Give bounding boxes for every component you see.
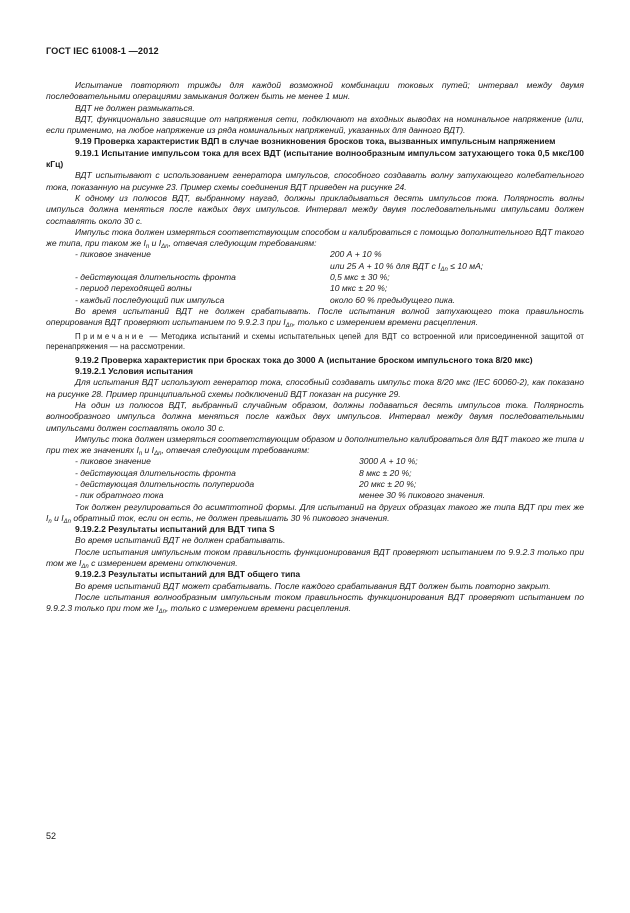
note-label: Примечание bbox=[75, 331, 146, 341]
paragraph-calibration: Импульс тока должен измеряться соответствующим способом и калиброваться с помощью дополнительного ВДТ такого же типа, при таком же $I_n$ и $I_{\Delta n}$, отвечая следующим требованиям: bbox=[46, 226, 584, 251]
heading-9-19: 9.19 Проверка характеристик ВДП в случае возникновения бросков тока, вызванных импульсным напряжением bbox=[75, 136, 556, 147]
document-header: ГОСТ IEC 61008-1 —2012 bbox=[46, 46, 159, 56]
requirement-row: - каждый последующий пик импульса около 60 % предыдущего пика. bbox=[75, 294, 456, 305]
heading-9-19-2: 9.19.2 Проверка характеристик при бросках тока до 3000 А (испытание броском импульсного тока 8/20 мкс) bbox=[75, 354, 533, 365]
requirement-row: или 25 А + 10 % для ВДТ с $I_{\Delta n} \le 10$ мА; bbox=[330, 260, 484, 273]
paragraph-ten-impulses-2: На один из полюсов ВДТ, выбранный случайным образом, должны подаваться десять импульсов тока. Полярность волнообразного импульса должна меняться после каждых двух импульсов. Интервал между двумя последовательными импульсами должен составлять около 30 с. bbox=[46, 399, 584, 433]
paragraph-no-trip: Во время испытаний ВДТ не должен срабатывать. После испытания волной затухающего тока правильность оперирования ВДТ проверяют испытанием по 9.9.2.3 при $I_{\Delta n}$, только с измерением времени расцепления. bbox=[46, 305, 584, 330]
requirement-row: - действующая длительность полупериода 20 мкс ± 20 %; bbox=[75, 478, 417, 489]
paragraph-test-repeat: Испытание повторяют трижды для каждой возможной комбинации токовых путей; интервал между двумя последовательными операциями замыкания должен быть не менее 1 мин. bbox=[46, 80, 584, 102]
paragraph-ten-impulses: К одному из полюсов ВДТ, выбранному наугад, должны прикладываться десять импульсов тока. Полярность волны импульса должна меняться после каждых двух импульсов. Интервал между двумя последовательными импульсами должен составлять около 30 с. bbox=[46, 192, 584, 226]
requirement-row: - период переходящей волны 10 мкс ± 20 %; bbox=[75, 283, 388, 294]
requirement-row: - пиковое значение 200 А + 10 % bbox=[75, 249, 382, 260]
paragraph-general-check: После испытания волнообразным импульсным током правильность функционирования ВДТ проверяют испытанием по 9.9.2.3 только при том же $I_{\Delta n}$, только с измерением времени расцепления. bbox=[46, 591, 584, 616]
requirements-list-2 bbox=[46, 456, 584, 501]
heading-9-19-2-2: 9.19.2.2 Результаты испытаний для ВДТ типа S bbox=[75, 524, 275, 535]
page-number: 52 bbox=[46, 831, 57, 841]
paragraph-generator: ВДТ испытывают с использованием генератора импульсов, способного создавать волну затухающего колебательного тока, показанную на рисунке 23. Пример схемы соединения ВДТ приведен на рисунке 24. bbox=[46, 170, 584, 192]
paragraph-voltage-dependent: ВДТ, функционально зависящие от напряжения сети, подключают на входных выводах на номинальное напряжение (или, если применимо, на любое напряжение из ряда номинальных напряжений, указанных для данного ВДТ). bbox=[46, 113, 584, 136]
paragraph-calibration-2: Импульс тока должен измеряться соответствующим образом и дополнительно калиброваться для ВДТ такого же типа и при тех же значениях $I_n$ и $I_{\Delta n}$, отвечая следующим требованиям: bbox=[46, 433, 584, 458]
paragraph-no-open: ВДТ не должен размыкаться. bbox=[75, 102, 195, 113]
requirement-row: - действующая длительность фронта 8 мкс ± 20 %; bbox=[75, 467, 412, 478]
note: Примечание — Методика испытаний и схемы испытательных цепей для ВДТ со встроенной или присоединенной защитой от перенапряжения — на рассмотрении. bbox=[46, 331, 584, 352]
requirement-row: - пиковое значение 3000 А + 10 %; bbox=[75, 456, 418, 467]
heading-9-19-2-3: 9.19.2.3 Результаты испытаний для ВДТ общего типа bbox=[75, 569, 301, 580]
requirement-row: - действующая длительность фронта 0,5 мкс ± 30 %; bbox=[75, 272, 390, 283]
paragraph-current-generator: Для испытания ВДТ используют генератор тока, способный создавать импульс тока 8/20 мкс (IEC 60060-2), как показано на рисунке 28. Пример принципиальной схемы подключений ВДТ показан на рисунке 29. bbox=[46, 377, 584, 399]
heading-9-19-1: 9.19.1 Испытание импульсом тока для всех ВДТ (испытание волнообразным импульсом затухающего тока 0,5 мкс/100 кГц) bbox=[46, 147, 584, 170]
paragraph-general-may-trip: Во время испытаний ВДТ может срабатывать. После каждого срабатывания ВДТ должен быть повторно закрыт. bbox=[75, 580, 551, 591]
paragraph-s-check: После испытания импульсным током правильность функционирования ВДТ проверяют испытанием по 9.9.2.3 только при том же $I_{\Delta n}$ с измерением времени отключения. bbox=[46, 546, 584, 571]
requirement-row: - пик обратного тока менее 30 % пикового значения. bbox=[75, 490, 486, 501]
requirements-list-1 bbox=[46, 249, 584, 305]
document-body bbox=[46, 80, 584, 615]
paragraph-asymptotic: Ток должен регулироваться до асимптотной формы. Для испытаний на других образцах такого же типа ВДТ при тех же $I_n$ и $I_{\Delta n}$ обратный ток, если он есть, не должен превышать 30 % пикового значения. bbox=[46, 501, 584, 525]
paragraph-s-no-trip: Во время испытаний ВДТ не должен срабатывать. bbox=[75, 535, 286, 546]
heading-9-19-2-1: 9.19.2.1 Условия испытания bbox=[75, 366, 194, 377]
